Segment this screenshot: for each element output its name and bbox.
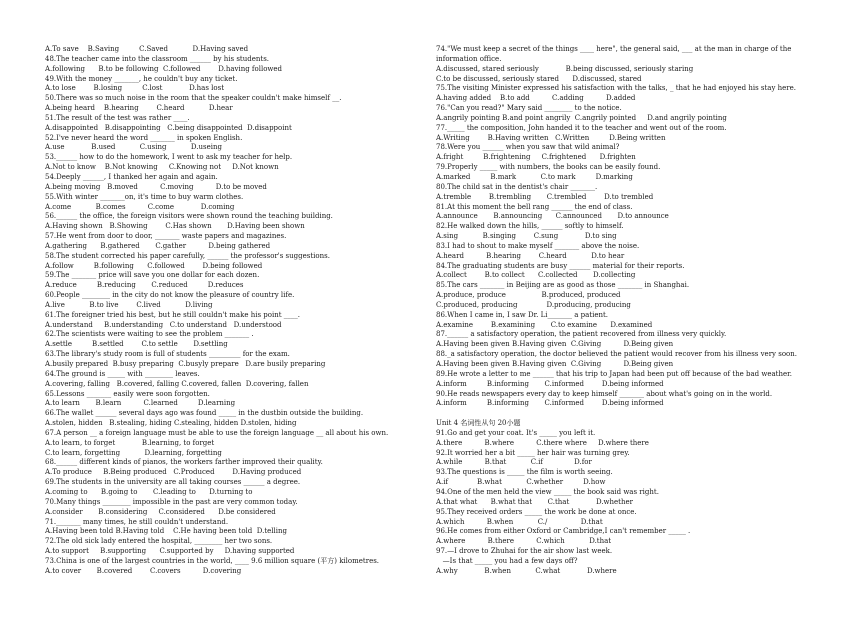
text-line: 85.The cars _______ in Beijing are as good as those _______ in Shanghai. [436, 281, 690, 290]
text-line: 83.I had to shout to make myself _______ above the noise. [436, 241, 640, 250]
text-line: A.fright B.frightening C.frightened D.frighten [436, 153, 636, 162]
text-line: 81.At this moment the bell rang ______ the end of class. [436, 202, 633, 211]
text-line: A.if B.what C.whether D.how [436, 478, 606, 487]
text-line: A.Having been given B.Having given C.Giving D.Being given [436, 340, 674, 349]
text-line: 64.The ground is _____ with ________ leaves. [45, 369, 200, 378]
text-line: —Is that _____ you had a few days off? [436, 556, 578, 565]
text-line: A.settle B.settled C.to settle D.settling [45, 340, 228, 349]
left-column [45, 45, 440, 577]
text-line: 56.______ the office, the foreign visitors were shown round the teaching building. [45, 212, 333, 221]
text-line: A.to learn B.learn C.learned D.learning [45, 399, 236, 408]
text-line: 50.There was so much noise in the room that the speaker couldn't make himself __. [45, 94, 342, 103]
text-line: A.reduce B.reducing C.reduced D.reduces [45, 281, 244, 290]
text-line: A.that what B.what that C.that D.whether [436, 497, 633, 506]
text-line: 84.The graduating students are busy ______ material for their reports. [436, 261, 685, 270]
text-line: A.disappointed B.disappointing C.being disappointed D.disappoint [45, 123, 292, 132]
text-line: A.stolen, hidden B.stealing, hiding C.stealing, hidden D.stolen, hiding [45, 419, 297, 428]
text-line: 70.Many things ________ impossible in the past are very common today. [45, 497, 298, 506]
text-line: A.heard B.hearing C.heard D.to hear [436, 251, 625, 260]
text-line: A.sing B.singing C.sung D.to sing [436, 232, 617, 241]
right-column [436, 45, 828, 577]
text-line: 53.______ how to do the homework, I went to ask my teacher for help. [45, 153, 293, 162]
text-line: Unit 4 名词性从句 20小题 [436, 419, 521, 428]
text-line: A.announce B.announcing C.announced D.to announce [436, 212, 669, 221]
text-line: A.gathering B.gathered C.gather D.being gathered [45, 241, 271, 250]
text-line: 91.Go and get your coat. It's _____ you left it. [436, 428, 596, 437]
text-line: 67.A person __ a foreign language must be able to use the foreign language __ all about his own. [45, 428, 389, 437]
text-line: 66.The wallet ______ several days ago was found _____ in the dustbin outside the building. [45, 409, 364, 418]
text-line: A.why B.when C.what D.where [436, 566, 617, 575]
text-line: 87.______ a satisfactory operation, the patient recovered from illness very quickly. [436, 330, 727, 339]
text-line: 73.China is one of the largest countries in the world, ____ 9.6 million square (平方) kilometres. [45, 556, 380, 565]
text-line: 51.The result of the test was rather ____. [45, 113, 190, 122]
text-line: 94.One of the men held the view _____ the book said was right. [436, 487, 659, 496]
text-line: 96.He comes from either Oxford or Cambridge,I can't remember _____ . [436, 527, 691, 536]
text-line: A.Having been given B.Having given C.Giving D.Being given [436, 360, 674, 368]
text-line: 59.The _______ price will save you one dollar for each dozen. [45, 271, 260, 280]
text-line: 48.The teacher came into the classroom ______ by his students. [45, 54, 270, 63]
text-line: 93.The questions is _____ the film is worth seeing. [436, 468, 613, 477]
text-line: A.covering, falling B.covered, falling C.covered, fallen D.covering, fallen [45, 379, 309, 388]
text-line: A.inform B.informing C.informed D.being informed [436, 379, 664, 388]
text-line: 61.The foreigner tried his best, but he still couldn't make his point ____. [45, 310, 300, 319]
text-line: A.marked B.mark C.to mark D.marking [436, 172, 633, 181]
text-line: A.inform B.informing C.informed D.being informed [436, 399, 664, 408]
text-line: A.examine B.examining C.to examine D.examined [436, 320, 653, 329]
text-line: A.while B.that C.if D.for [436, 458, 592, 467]
text-line: A.following B.to be following C.followed D.having followed [45, 64, 283, 73]
text-line: 52.I've never heard the word _______ in spoken English. [45, 133, 243, 142]
text-line: A.follow B.following C.followed D.being followed [45, 261, 263, 270]
text-line: A.Having been told B.Having told C.He having been told D.telling [45, 527, 287, 536]
text-line: A.come B.comes C.come D.coming [45, 202, 235, 211]
text-line: A.being heard B.hearing C.heard D.hear [45, 104, 233, 113]
text-line: 65.Lessons _______ easily were soon forgotten. [45, 389, 210, 398]
text-line: A.discussed, stared seriously B.being discussed, seriously staring [436, 64, 694, 73]
text-line: A.understand B.understanding C.to understand D.understood [45, 320, 282, 329]
text-line: 68.______ different kinds of pianos, the workers farther improved their quality. [45, 458, 323, 467]
text-line: 86.When I came in, I saw Dr. Li_______ a patient. [436, 310, 609, 319]
text-line: 90.He reads newspapers every day to keep himself _______ about what's going on in the world. [436, 389, 773, 398]
text-line: A.To save B.Saving C.Saved D.Having saved [45, 45, 249, 53]
text-line: 92.It worried her a bit _____ her hair was turning grey. [436, 448, 630, 457]
text-line: 54.Deeply ______, I thanked her again and again. [45, 172, 218, 181]
text-line: 95.They received orders _____ the work be done at once. [436, 507, 637, 516]
text-line: A.having added B.to add C.adding D.added [436, 94, 636, 103]
text-line: A.to support B.supporting C.supported by D.having supported [45, 547, 295, 556]
text-line: 88._a satisfactory operation, the doctor believed the patient would recover from his illness very soon. [436, 350, 797, 359]
text-line [436, 409, 828, 419]
text-line: C.to learn, forgetting D.learning, forgetting [45, 448, 222, 457]
text-line: 74."We must keep a secret of the things ____ here", the general said, ___ at the man in charge of the [436, 45, 792, 53]
text-line: A.Having shown B.Showing C.Has shown D.Having been shown [45, 222, 305, 231]
text-line: C.to be discussed, seriously stared D.discussed, stared [436, 74, 642, 83]
text-line: 63.The library's study room is full of students _________ for the exam. [45, 350, 290, 359]
text-line: 97.—I drove to Zhuhai for the air show last week. [436, 547, 613, 556]
text-line: A.live B.to live C.lived D.living [45, 300, 213, 309]
text-line: 49.With the money _______, he couldn't buy any ticket. [45, 74, 238, 83]
text-line: A.Not to know B.Not knowing C.Knowing not D.Not known [45, 163, 279, 172]
text-line: 78.Were you ______ when you saw that wild animal? [436, 143, 620, 152]
text-line: A.consider B.considering C.considered D.be considered [45, 507, 276, 516]
text-line: 60.People ________ in the city do not know the pleasure of country life. [45, 291, 295, 300]
text-line: 75.The visiting Minister expressed his satisfaction with the talks, _ that he had enjoyed his stay here. [436, 84, 797, 93]
text-line: A.use B.used C.using D.useing [45, 143, 222, 152]
text-line: A.To produce B.Being produced C.Produced D.Having produced [45, 468, 302, 477]
text-line: 55.With winter _______on, it's time to buy warm clothes. [45, 192, 244, 201]
text-line: A.Writing B.Having written C.Written D.Being written [436, 133, 666, 142]
text-line: A.coming to B.going to C.leading to D.turning to [45, 487, 253, 496]
text-line: 80.The child sat in the dentist's chair _______. [436, 182, 598, 191]
text-line: 76."Can you read?" Mary said ________ to the notice. [436, 104, 622, 113]
text-line: 72.The old sick lady entered the hospital, ________ her two sons. [45, 537, 273, 546]
text-line: A.produce, produce B.produced, produced [436, 291, 621, 300]
text-line: 89.He wrote a letter to me ______ that his trip to Japan had been put off because of the bad weather. [436, 369, 792, 378]
text-line: A.there B.where C.there where D.where there [436, 438, 649, 447]
text-line: 62.The scientists were waiting to see the problem _______ . [45, 330, 254, 339]
text-line: 58.The student corrected his paper carefully, ______ the professor's suggestions. [45, 251, 330, 260]
text-line: A.which B.when C./ D.that [436, 517, 603, 526]
text-line: A.busily prepared B.busy preparing C.busyly prepare D.are busily preparing [45, 360, 326, 368]
text-line: 79.Properly _____ with numbers, the books can be easily found. [436, 163, 661, 172]
text-line: information office. [436, 54, 502, 63]
text-line: A.to lose B.losing C.lost D.has lost [45, 84, 225, 93]
text-line: C.produced, producing D.producing, producing [436, 300, 631, 309]
text-line: A.to learn, to forget B.learning, to forget [45, 438, 215, 447]
text-line: A.where B.there C.which D.that [436, 537, 612, 546]
text-line: A.angrily pointing B.and point angrily C.angrily pointed D.and angrily pointing [436, 113, 727, 122]
text-line: 69.The students in the university are all taking courses ______ a degree. [45, 478, 301, 487]
text-line: 77._____ the composition, John handed it to the teacher and went out of the room. [436, 123, 727, 132]
text-line: 71._______ many times, he still couldn't understand. [45, 517, 229, 526]
text-line: A.collect B.to collect C.collected D.collecting [436, 271, 636, 280]
text-line: A.to cover B.covered C.covers D.covering [45, 566, 242, 575]
text-line: A.tremble B.trembling C.trembled D.to trembled [436, 192, 654, 201]
text-line: 57.He went from door to door, _______ waste papers and magazines. [45, 232, 287, 241]
text-line: 82.He walked down the hills, ______ softly to himself. [436, 222, 624, 231]
text-line: A.being moving B.moved C.moving D.to be moved [45, 182, 267, 191]
